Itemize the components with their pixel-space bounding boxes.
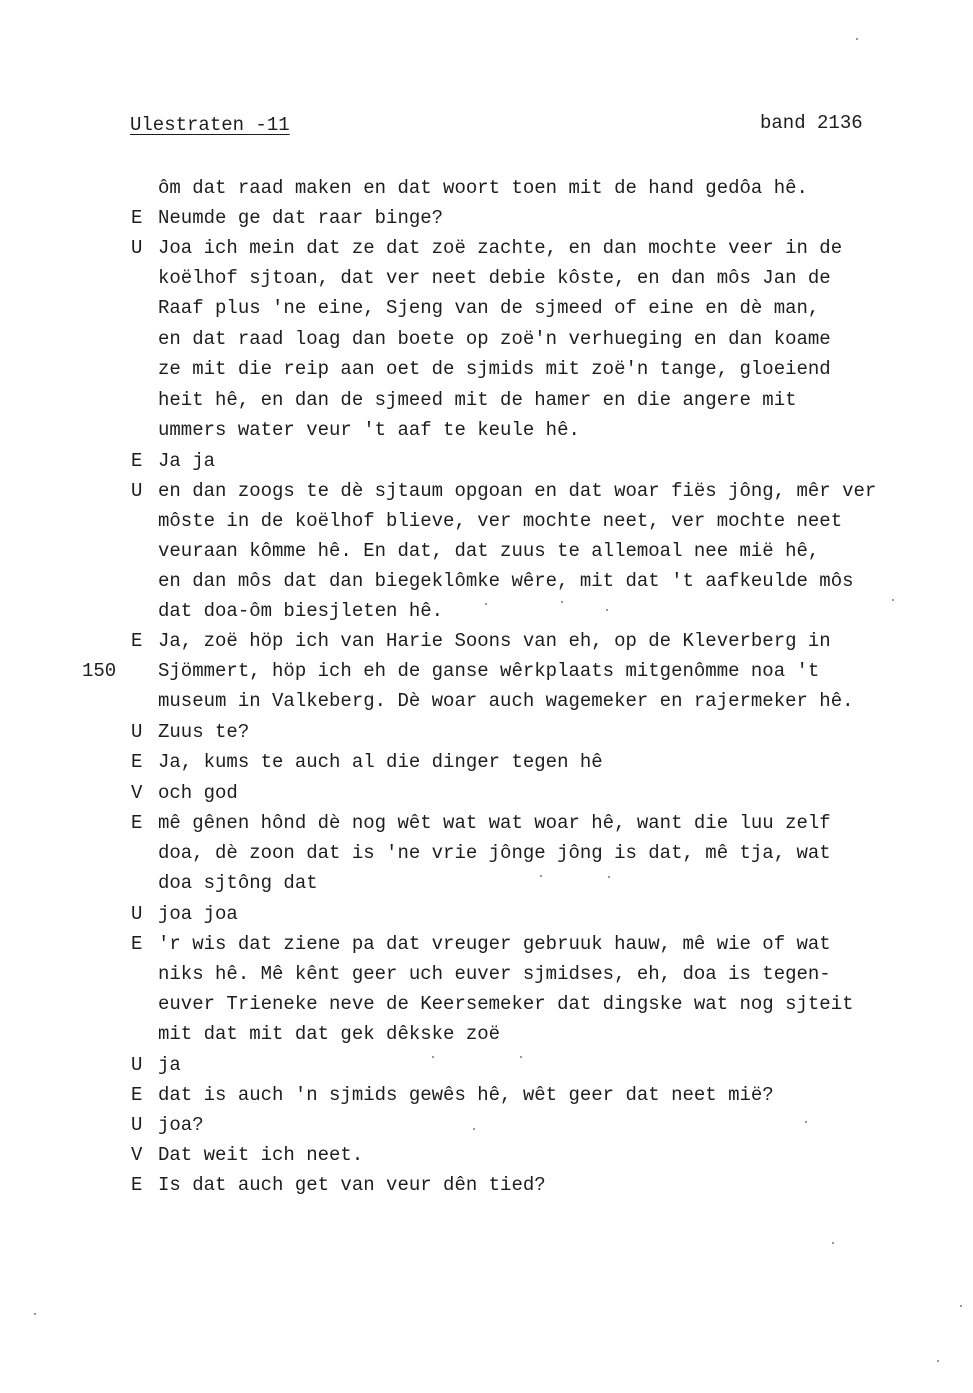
transcript-line: Dat weit ich neet. <box>158 1144 364 1166</box>
transcript-line: ze mit die reip aan oet de sjmids mit zoë'n tange, gloeiend <box>158 358 831 380</box>
transcript-line: joa? <box>158 1114 204 1136</box>
speaker-marker: U <box>131 903 143 925</box>
speaker-marker: E <box>131 630 143 652</box>
transcript-line: Sjömmert, höp ich eh de ganse wêrkplaats mitgenômme noa 't <box>158 660 820 682</box>
speaker-marker: U <box>131 237 143 259</box>
speaker-marker: U <box>131 480 143 502</box>
speaker-marker: E <box>131 207 143 229</box>
scan-speck <box>606 609 608 611</box>
transcript-line: museum in Valkeberg. Dè woar auch wagemeker en rajermeker hê. <box>158 690 854 712</box>
scan-speck <box>520 1056 522 1058</box>
speaker-marker: U <box>131 721 143 743</box>
line-number: 150 <box>82 660 117 682</box>
transcript-line: veuraan kômme hê. En dat, dat zuus te allemoal nee mië hê, <box>158 540 820 562</box>
transcript-line: 'r wis dat ziene pa dat vreuger gebruuk hauw, mê wie of wat <box>158 933 831 955</box>
scan-speck <box>892 599 894 601</box>
speaker-marker: E <box>131 812 143 834</box>
scan-speck <box>832 1242 834 1244</box>
transcript-line: heit hê, en dan de sjmeed mit de hamer en die angere mit <box>158 389 797 411</box>
scan-speck <box>432 1056 434 1058</box>
transcript-line: Ja, zoë höp ich van Harie Soons van eh, op de Kleverberg in <box>158 630 831 652</box>
transcript-line: ja <box>158 1054 181 1076</box>
speaker-marker: V <box>131 782 143 804</box>
transcript-line: Raaf plus 'ne eine, Sjeng van de sjmeed of eine en dè man, <box>158 297 820 319</box>
speaker-marker: V <box>131 1144 143 1166</box>
scan-speck <box>34 1313 36 1315</box>
transcript-line: mê gênen hônd dè nog wêt wat wat woar hê, want die luu zelf <box>158 812 831 834</box>
transcript-line: Ja ja <box>158 450 216 472</box>
speaker-marker: E <box>131 1084 143 1106</box>
transcript-line: Is dat auch get van veur dên tied? <box>158 1174 546 1196</box>
transcript-line: och god <box>158 782 238 804</box>
scan-speck <box>561 601 563 603</box>
speaker-marker: U <box>131 1054 143 1076</box>
speaker-marker: E <box>131 933 143 955</box>
transcript-line: Neumde ge dat raar binge? <box>158 207 444 229</box>
transcript-line: ôm dat raad maken en dat woort toen mit de hand gedôa hê. <box>158 177 808 199</box>
transcript-line: dat doa-ôm biesjleten hê. <box>158 600 444 622</box>
tape-number: band 2136 <box>760 112 863 134</box>
transcript-line: en dat raad loag dan boete op zoë'n verhueging en dan koame <box>158 328 831 350</box>
transcript-line: Joa ich mein dat ze dat zoë zachte, en dan mochte veer in de <box>158 237 843 259</box>
transcript-line: môste in de koëlhof blieve, ver mochte neet, ver mochte neet <box>158 510 843 532</box>
transcript-line: koëlhof sjtoan, dat ver neet debie kôste, en dan môs Jan de <box>158 267 831 289</box>
transcript-line: doa sjtông dat <box>158 872 318 894</box>
scan-speck <box>856 38 858 40</box>
transcript-line: Ja, kums te auch al die dinger tegen hê <box>158 751 603 773</box>
scan-speck <box>805 1121 807 1123</box>
document-title: Ulestraten -11 <box>130 114 290 136</box>
scan-speck <box>540 875 542 877</box>
scan-speck <box>485 603 487 605</box>
scan-speck <box>473 1128 475 1130</box>
transcript-line: niks hê. Mê kênt geer uch euver sjmidses, eh, doa is tegen- <box>158 963 831 985</box>
scan-speck <box>960 1305 962 1307</box>
transcript-line: en dan môs dat dan biegeklômke wêre, mit dat 't aafkeulde môs <box>158 570 854 592</box>
scan-speck <box>937 1360 939 1362</box>
transcript-line: en dan zoogs te dè sjtaum opgoan en dat woar fiës jông, mêr ver <box>158 480 877 502</box>
transcript-line: dat is auch 'n sjmids gewês hê, wêt geer dat neet mië? <box>158 1084 774 1106</box>
transcript-line: joa joa <box>158 903 238 925</box>
transcript-line: doa, dè zoon dat is 'ne vrie jônge jông is dat, mê tja, wat <box>158 842 831 864</box>
transcript-line: euver Trieneke neve de Keersemeker dat dingske wat nog sjteit <box>158 993 854 1015</box>
speaker-marker: E <box>131 751 143 773</box>
speaker-marker: E <box>131 1174 143 1196</box>
scan-speck <box>608 876 610 878</box>
transcript-line: mit dat mit dat gek dêkske zoë <box>158 1023 501 1045</box>
speaker-marker: E <box>131 450 143 472</box>
transcript-line: ummers water veur 't aaf te keule hê. <box>158 419 580 441</box>
speaker-marker: U <box>131 1114 143 1136</box>
transcript-line: Zuus te? <box>158 721 250 743</box>
